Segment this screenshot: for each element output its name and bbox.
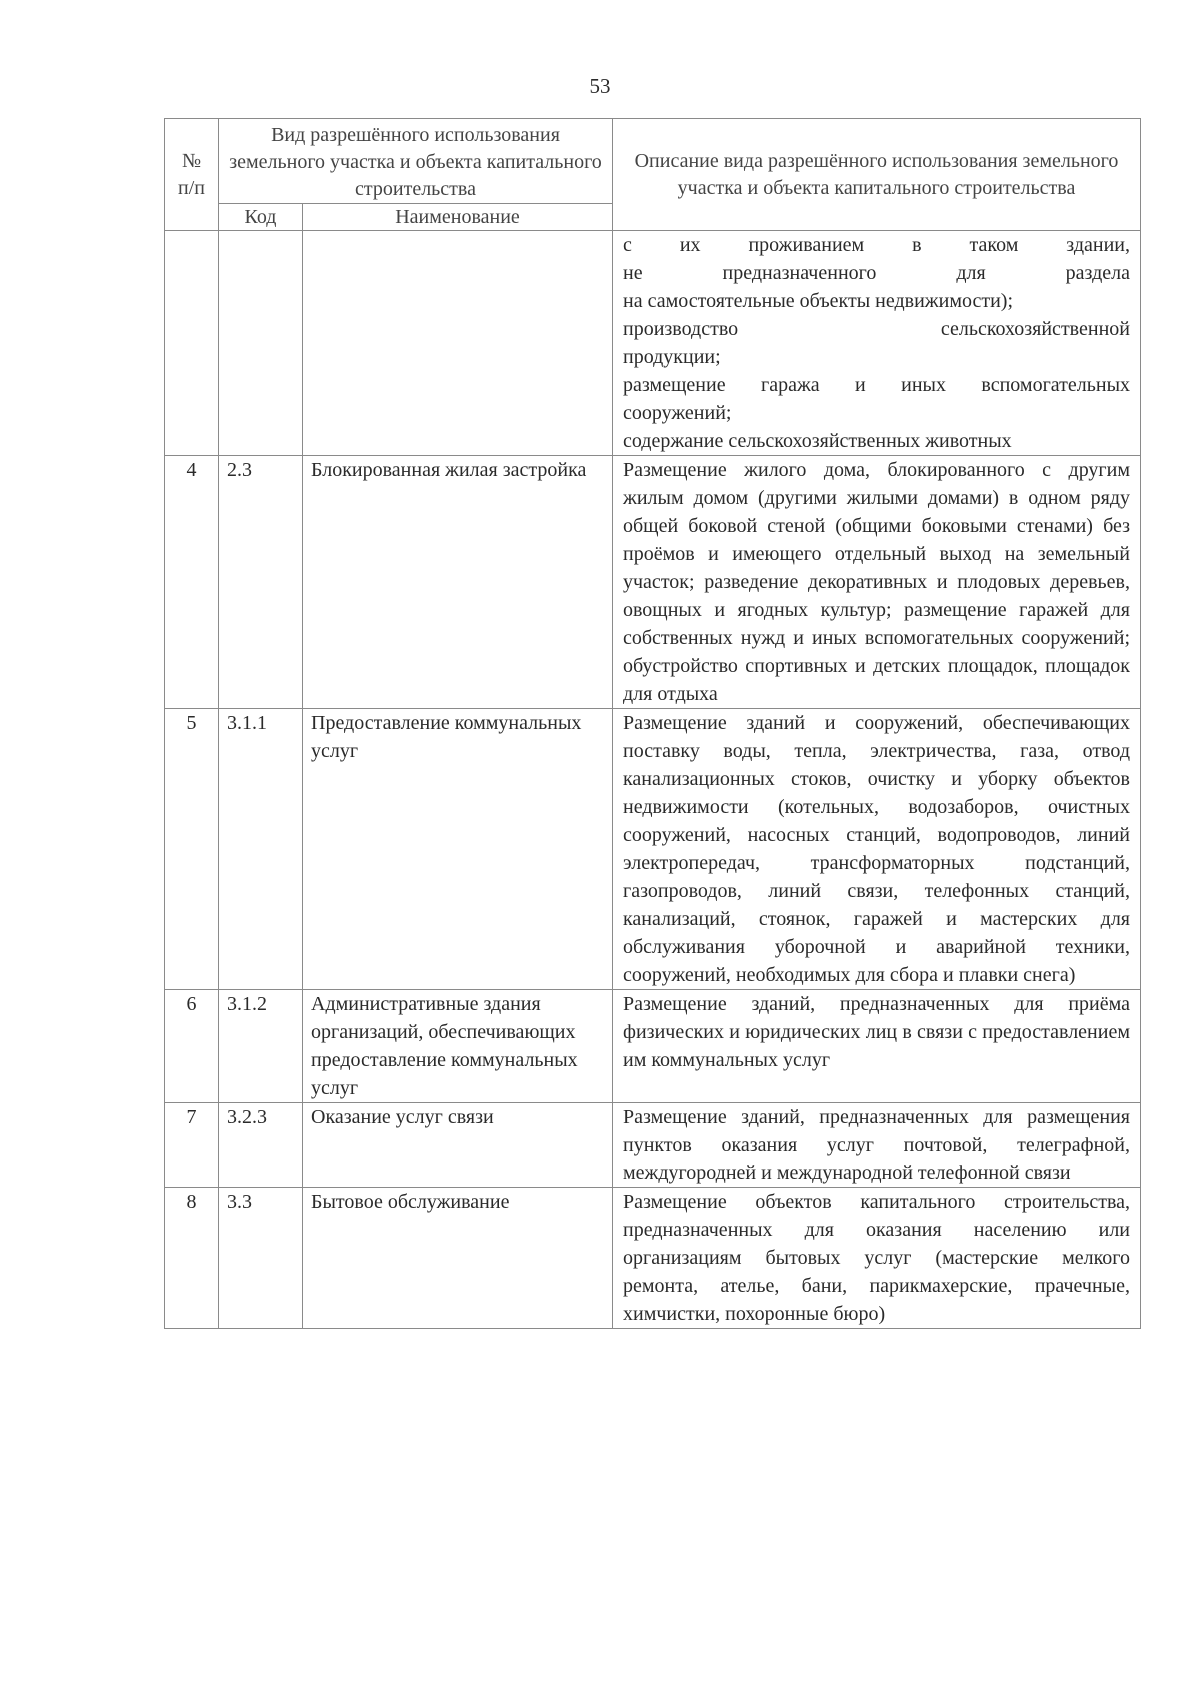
row-name: Административные здания организаций, обеспечивающих предоставление коммунальных услуг: [303, 990, 613, 1103]
row-number: 4: [165, 456, 219, 709]
row-code: 3.1.1: [219, 709, 303, 990]
header-name: Наименование: [303, 204, 613, 231]
table-row: [165, 1103, 1141, 1188]
row-name: Блокированная жилая застройка: [303, 456, 613, 709]
row-description: Размещение зданий, предназначенных для размещения пунктов оказания услуг почтовой, телеграфной, междугородней и международной телефонной связи: [613, 1103, 1141, 1188]
description-line: на самостоятельные объекты недвижимости);: [623, 290, 1014, 312]
row-code: 3.3: [219, 1188, 303, 1329]
row-number: 5: [165, 709, 219, 990]
description-line: сооружений;: [623, 402, 732, 424]
row-code: [219, 231, 303, 456]
row-code: 2.3: [219, 456, 303, 709]
page-number: 53: [589, 74, 611, 98]
row-name: Оказание услуг связи: [303, 1103, 613, 1188]
row-name: Предоставление коммунальных услуг: [303, 709, 613, 990]
table-row: [165, 231, 1141, 456]
table-header-row: [165, 119, 1141, 204]
row-code: 3.2.3: [219, 1103, 303, 1188]
table-row: [165, 990, 1141, 1103]
header-use-type: Вид разрешённого использования земельного участка и объекта капитального строительства: [219, 119, 613, 204]
row-name: [303, 231, 613, 456]
row-name: Бытовое обслуживание: [303, 1188, 613, 1329]
land-use-table: [164, 118, 1141, 1329]
header-description: Описание вида разрешённого использования земельного участка и объекта капитального строительства: [613, 119, 1141, 231]
row-number: [165, 231, 219, 456]
description-line: с их проживанием в таком здании,: [623, 234, 1130, 256]
header-number: № п/п: [165, 119, 219, 231]
header-code: Код: [219, 204, 303, 231]
description-line: содержание сельскохозяйственных животных: [623, 430, 1012, 452]
row-description: [613, 231, 1141, 456]
row-number: 6: [165, 990, 219, 1103]
row-description: Размещение зданий, предназначенных для приёма физических и юридических лиц в связи с предоставлением им коммунальных услуг: [613, 990, 1141, 1103]
row-code: 3.1.2: [219, 990, 303, 1103]
description-line: продукции;: [623, 346, 721, 368]
row-number: 7: [165, 1103, 219, 1188]
description-line: размещение гаража и иных вспомогательных: [623, 374, 1130, 396]
row-description: Размещение объектов капитального строительства, предназначенных для оказания населению или организациям бытовых услуг (мастерские мелкого ремонта, ателье, бани, парикмахерские, прачечные, химчистки, похоронные бюро): [613, 1188, 1141, 1329]
description-line: производство сельскохозяйственной: [623, 318, 1130, 340]
table-row: [165, 456, 1141, 709]
row-description: Размещение зданий и сооружений, обеспечивающих поставку воды, тепла, электричества, газа, отвод канализационных стоков, очистку и уборку объектов недвижимости (котельных, водозаборов, очистных сооружений, насосных станций, водопроводов, линий электропередач, трансформаторных подстанций, газопроводов, линий связи, телефонных станций, канализаций, стоянок, гаражей и мастерских для обслуживания уборочной и аварийной техники, сооружений, необходимых для сбора и плавки снега): [613, 709, 1141, 990]
row-description: Размещение жилого дома, блокированного с другим жилым домом (другими жилыми домами) в одном ряду общей боковой стеной (общими боковыми стенами) без проёмов и имеющего отдельный выход на земельный участок; разведение декоративных и плодовых деревьев, овощных и ягодных культур; размещение гаражей для собственных нужд и иных вспомогательных сооружений; обустройство спортивных и детских площадок, площадок для отдыха: [613, 456, 1141, 709]
description-line: не предназначенного для раздела: [623, 262, 1130, 284]
table-row: [165, 709, 1141, 990]
row-number: 8: [165, 1188, 219, 1329]
table-row: [165, 1188, 1141, 1329]
